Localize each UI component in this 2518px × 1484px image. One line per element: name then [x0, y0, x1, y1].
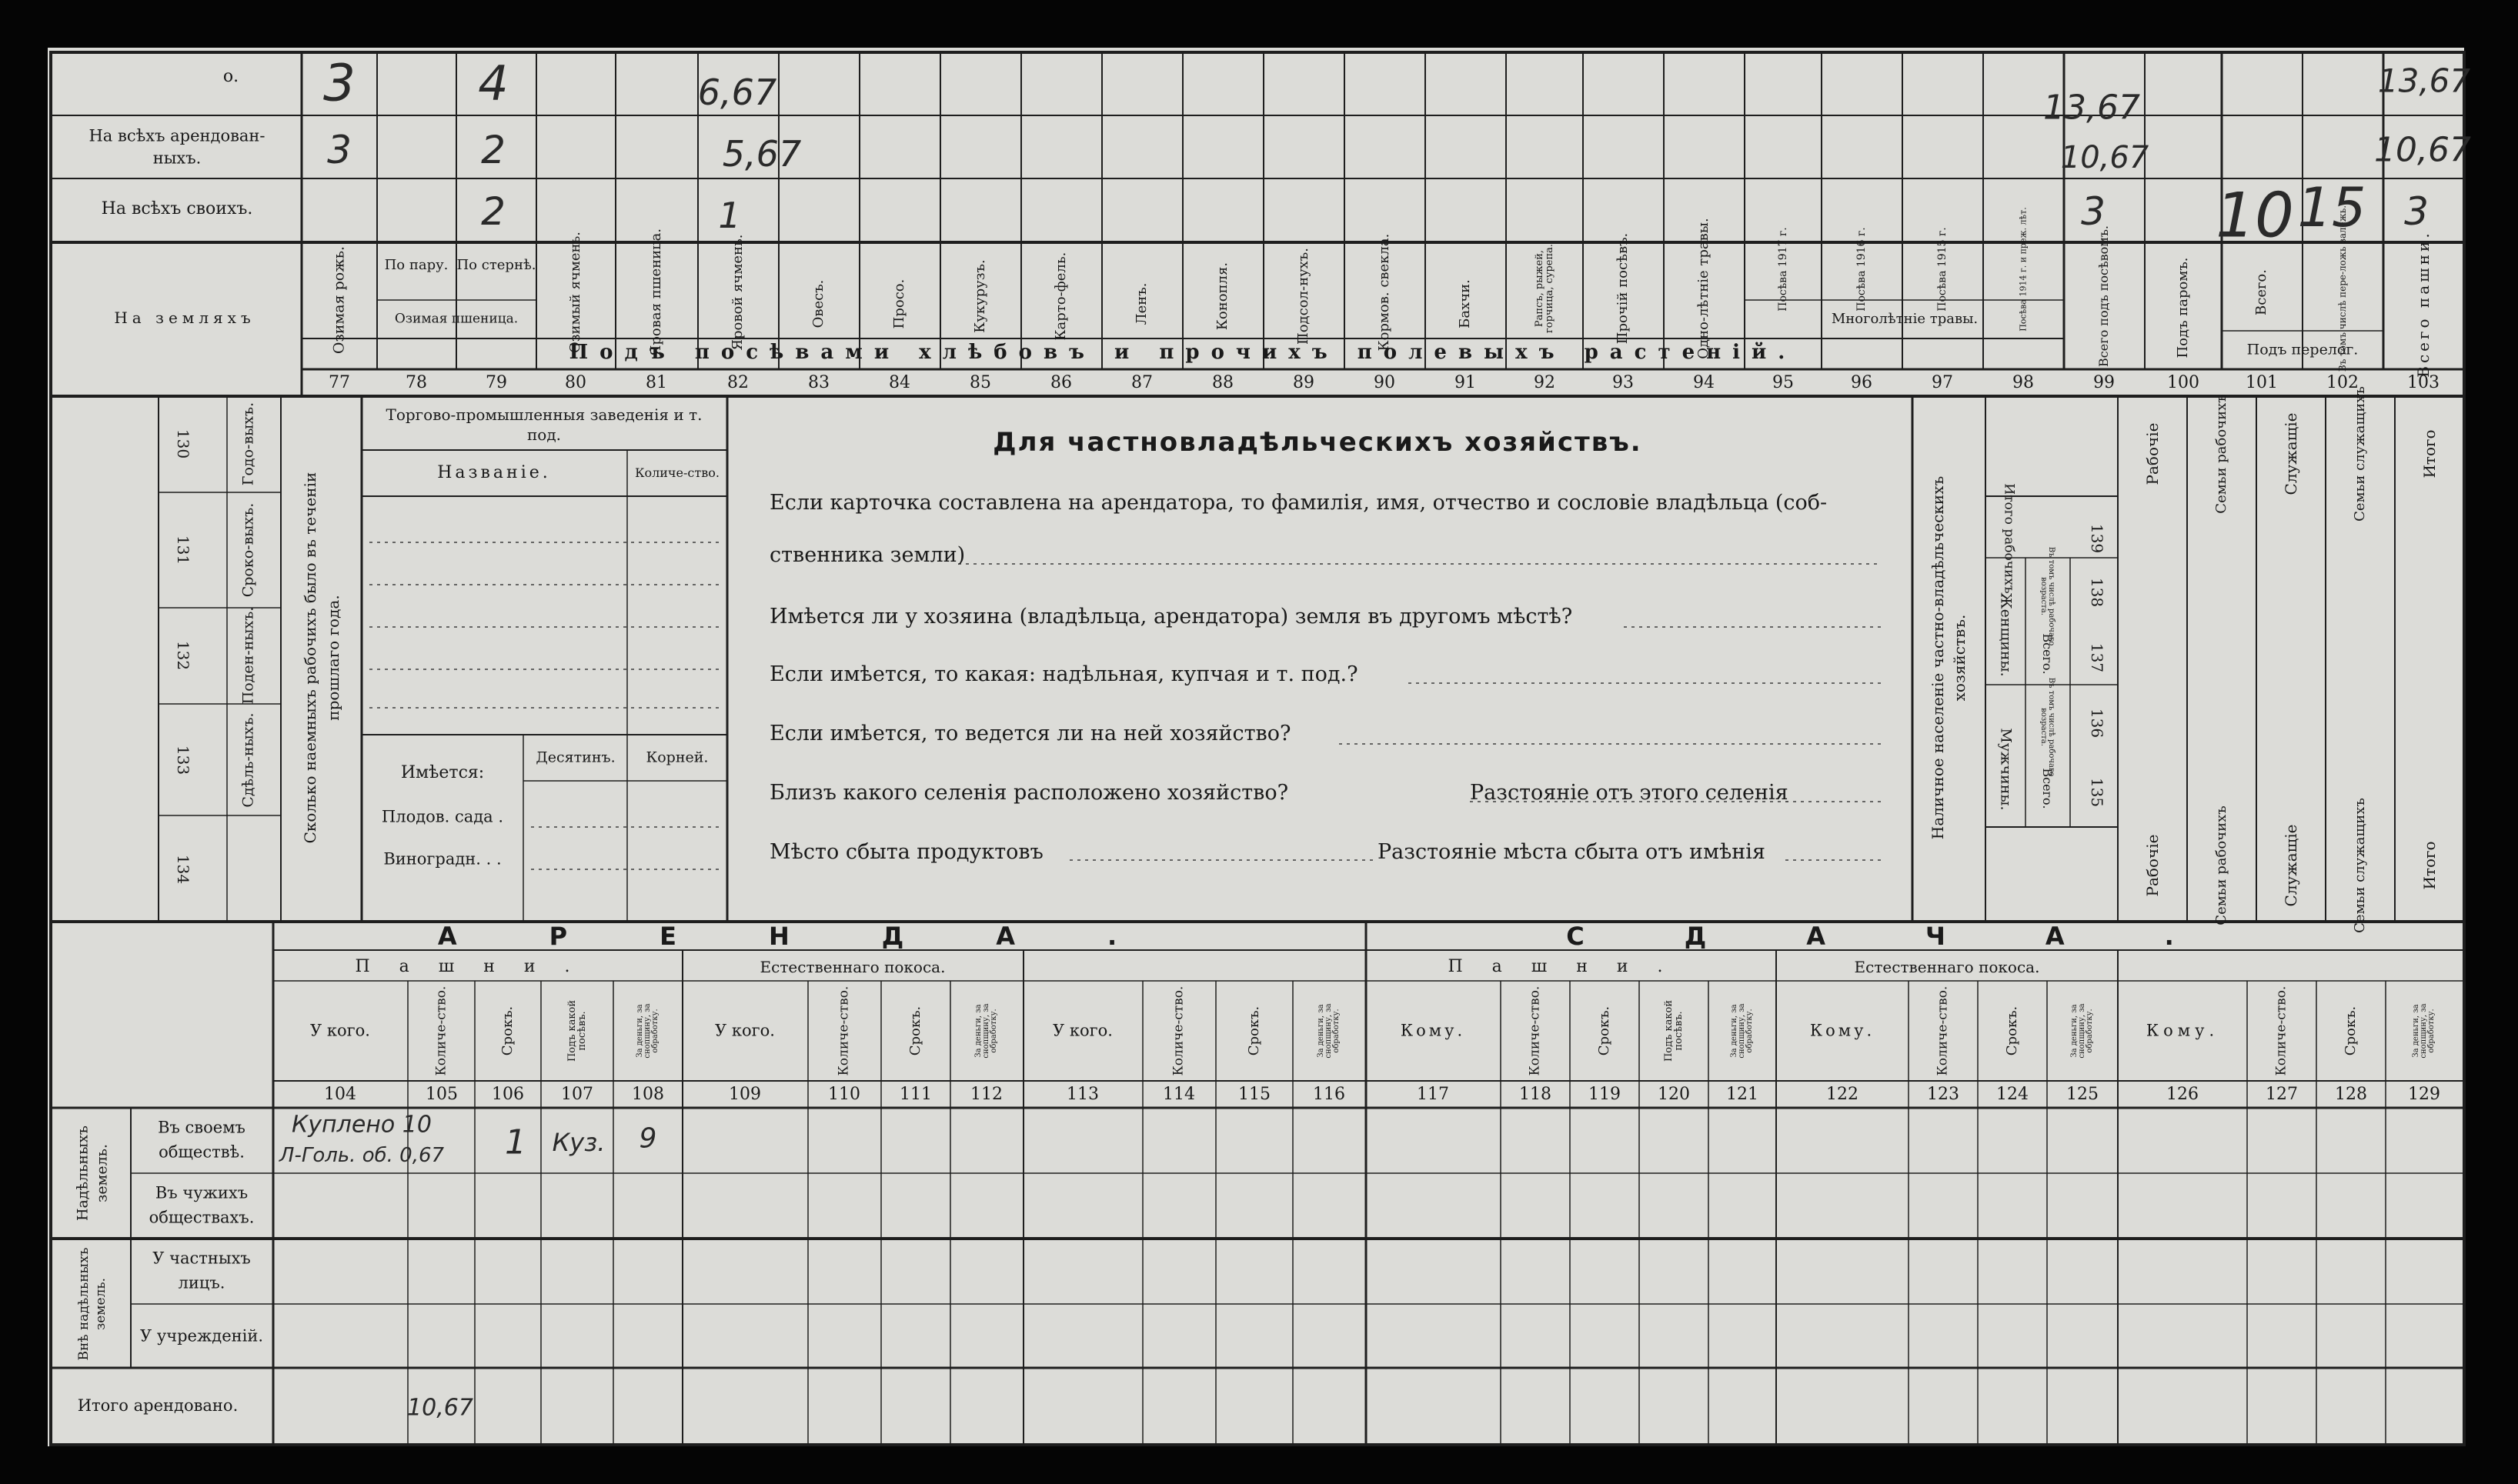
bnum-107: 107 [561, 1085, 593, 1104]
row-label-total: о. [222, 67, 239, 86]
trade-name-header: Названіе. [437, 463, 551, 482]
crop-header-93: Прочій посѣвъ. [1615, 232, 1631, 345]
pop-col-137: 137 [2088, 642, 2106, 673]
hdr-116: За деньги, за снопщину, за обработку. [1317, 1003, 1341, 1059]
col-num-86: 86 [1050, 373, 1072, 392]
col-num-96: 96 [1851, 373, 1872, 392]
bnum-119: 119 [1588, 1085, 1621, 1104]
hired-col-label-131: Сроко-выхъ. [239, 502, 257, 598]
hdr-119: Срокъ. [1596, 1005, 1612, 1056]
hw-77-r1: 3 [327, 128, 352, 172]
men-label: Мужчины. [1997, 728, 2015, 811]
row-label-own: На всѣхъ своихъ. [101, 199, 253, 218]
crop-header-100: Подъ паромъ. [2175, 257, 2191, 358]
crop-header-87: Ленъ. [1134, 282, 1150, 325]
right-col-employee-families: Семьи служащихъ [2352, 386, 2368, 522]
hw-77-r0: 3 [323, 53, 356, 113]
right-col-worker-families: Семьи рабочихъ [2213, 394, 2229, 514]
hw-r1-d: Куз. [552, 1128, 606, 1157]
crop-header-86: Карто-фель. [1053, 252, 1069, 341]
hw-79-r0: 4 [478, 55, 509, 112]
korney-header: Корней. [646, 749, 709, 766]
col-num-91: 91 [1454, 373, 1476, 392]
hdr-126: Кому. [2146, 1021, 2219, 1040]
population-vertical: Наличное населеніе частно-владѣльческихъ хозяйствъ. [1929, 475, 1969, 840]
col-num-101: 101 [2246, 373, 2278, 392]
bnum-122: 122 [1826, 1085, 1858, 1104]
women-of-which: Въ томъ числѣ рабочаго возраста. [2039, 546, 2055, 646]
col-num-92: 92 [1534, 373, 1555, 392]
hdr-109: У кого. [715, 1021, 775, 1040]
hdr-107: Подъ какой посѣвъ. [566, 999, 588, 1062]
col-num-83: 83 [808, 373, 830, 392]
hired-col-label-132: Поден-ныхъ. [239, 606, 257, 705]
hw-99-r2: 3 [2081, 189, 2106, 234]
hdr-113: У кого. [1053, 1021, 1113, 1040]
hdr-108: За деньги, за снопщину, за обработку. [636, 1003, 660, 1059]
crop-header-77: Озимая рожь. [330, 245, 348, 355]
crop-header-97: Посѣва 1915 г. [1936, 227, 1949, 312]
hired-col-num-134: 134 [174, 854, 192, 885]
arenda-pashni: Пашни. [355, 957, 599, 976]
bnum-129: 129 [2408, 1085, 2440, 1104]
right-col-workers-b: Рабочіе [2143, 834, 2162, 897]
hw-102: 15 [2297, 176, 2366, 239]
crop-header-88: Конопля. [1214, 262, 1231, 331]
bnum-114: 114 [1163, 1085, 1195, 1104]
hdr-125: За деньги, за снопщину, за обработку. [2070, 1003, 2094, 1059]
sdacha-title: СДАЧА. [1566, 922, 2274, 951]
crop-header-98: Посѣва 1914 г. и преж. лѣт. [2018, 207, 2029, 332]
crop-header-83: Овесъ. [810, 279, 827, 328]
right-col-employee-families-b: Семьи служащихъ [2352, 798, 2368, 933]
bnum-112: 112 [970, 1085, 1003, 1104]
hired-col-label-133: Сдѣль-ныхъ. [239, 712, 257, 808]
hw-101: 10 [2216, 179, 2294, 252]
col-num-103: 103 [2407, 373, 2440, 392]
crop-header-101: Всего. [2253, 269, 2269, 315]
hdr-112: За деньги, за снопщину, за обработку. [974, 1003, 998, 1059]
bnum-108: 108 [632, 1085, 664, 1104]
col-num-90: 90 [1374, 373, 1395, 392]
crop-header-84: Просо. [891, 278, 907, 329]
bnum-120: 120 [1658, 1085, 1690, 1104]
col-num-78: 78 [406, 373, 427, 392]
row-own-society: Въ своемъ обществѣ. [158, 1118, 245, 1161]
row-group-vne: Внѣ надѣльныхъ земель. [75, 1247, 109, 1361]
right-col-employees-b: Служащіе [2282, 824, 2300, 907]
men-of-which: Въ томъ числѣ рабочаго возраста. [2039, 677, 2055, 777]
hw-103-r0: 13,67 [2377, 62, 2471, 100]
hw-r1-b: Л-Голь. об. 0,67 [279, 1144, 445, 1167]
arenda-title: АРЕНДА. [437, 922, 1210, 951]
bnum-115: 115 [1238, 1085, 1271, 1104]
pop-col-135: 135 [2088, 777, 2106, 808]
crop-header-99: Всего подъ посѣвомъ. [2096, 225, 2111, 367]
sdacha-pokos: Естественнаго покоса. [1854, 958, 2040, 976]
col-num-102: 102 [2326, 373, 2359, 392]
private-q6b: Разстояніе мѣста сбыта отъ имѣнія [1378, 840, 1765, 864]
group-perelog: Подъ перелог. [2246, 341, 2359, 358]
crop-header-96: Посѣва 1916 г. [1855, 227, 1868, 312]
pop-col-139: 139 [2088, 523, 2106, 554]
hw-total: 10,67 [407, 1394, 473, 1422]
col-num-100: 100 [2167, 373, 2199, 392]
hw-r1-e: 9 [639, 1122, 657, 1155]
hired-col-num-131: 131 [174, 535, 192, 565]
private-q6a: Мѣсто сбыта продуктовъ [770, 840, 1044, 864]
bnum-124: 124 [1996, 1085, 2029, 1104]
crop-header-80: Озимый ячмень. [567, 231, 583, 354]
col-num-99: 99 [2093, 373, 2115, 392]
hw-99-r1: 10,67 [2060, 140, 2149, 175]
row-group-nadel: Надѣльныхъ земель. [74, 1125, 110, 1222]
crop-header-103: Всего пашни. [2414, 230, 2433, 378]
col-num-79: 79 [486, 373, 507, 392]
col-num-84: 84 [889, 373, 910, 392]
private-q2: Имѣется ли у хозяина (владѣльца, арендатора) земля въ другомъ мѣстѣ? [770, 605, 1573, 629]
hired-col-num-132: 132 [174, 640, 192, 671]
right-col-workers: Рабочіе [2143, 422, 2162, 485]
men-total: Всего. [2040, 768, 2055, 809]
hdr-117: Кому. [1400, 1021, 1466, 1040]
col-num-80: 80 [565, 373, 586, 392]
total-workers-label: Итого рабочихъ [2001, 483, 2017, 594]
trade-qty-header: Количе-ство. [635, 465, 720, 480]
hw-r1-a: Куплено 10 [292, 1111, 432, 1139]
pop-col-138: 138 [2088, 577, 2106, 608]
sdacha-pashni: Пашни. [1448, 957, 1692, 976]
trade-title: Торгово-промышленныя заведенія и т. под. [386, 405, 703, 444]
right-col-total: Итого [2420, 429, 2439, 479]
col-num-87: 87 [1131, 373, 1153, 392]
hdr-114: Количе-ство. [1171, 985, 1187, 1076]
col-num-88: 88 [1212, 373, 1234, 392]
hw-79-r1: 2 [481, 128, 506, 172]
crop-header-85: Кукурузъ. [972, 259, 988, 333]
bnum-121: 121 [1726, 1085, 1758, 1104]
hw-82-r0: 6,67 [697, 72, 777, 113]
hdr-105: Количе-ство. [433, 985, 449, 1076]
private-q1b: ственника земли) [770, 543, 966, 567]
hw-r1-c: 1 [505, 1122, 526, 1162]
group-ozimaya: Озимая пшеница. [394, 311, 519, 327]
hdr-118: Количе-ство. [1527, 985, 1543, 1076]
bnum-117: 117 [1417, 1085, 1449, 1104]
crop-header-79: По стернѣ. [456, 257, 536, 273]
row-total-rented: Итого арендовано. [77, 1396, 239, 1416]
hdr-122: Кому. [1809, 1021, 1875, 1040]
right-col-total-b: Итого [2420, 841, 2439, 890]
col-num-95: 95 [1772, 373, 1794, 392]
arenda-pokos: Естественнаго покоса. [760, 958, 946, 976]
hdr-123: Количе-ство. [1935, 985, 1951, 1076]
bnum-111: 111 [900, 1085, 932, 1104]
row-label-rented: На всѣхъ арендован- ныхъ. [88, 126, 265, 168]
hw-79-r2: 2 [481, 189, 506, 234]
hdr-120: Подъ какой посѣвъ. [1663, 999, 1685, 1062]
col-num-85: 85 [970, 373, 991, 392]
bnum-105: 105 [426, 1085, 458, 1104]
women-label: Женщины. [1997, 592, 2015, 677]
bnum-109: 109 [729, 1085, 761, 1104]
row-private-persons: У частныхъ лицъ. [152, 1249, 251, 1292]
bnum-106: 106 [492, 1085, 524, 1104]
bnum-125: 125 [2066, 1085, 2099, 1104]
private-title: Для частновладѣльческихъ хозяйствъ. [993, 427, 1642, 458]
hdr-115: Срокъ. [1246, 1005, 1262, 1056]
hw-99-r0: 13,67 [2043, 88, 2140, 128]
right-col-worker-families-b: Семьи рабочихъ [2213, 805, 2229, 925]
col-num-97: 97 [1932, 373, 1953, 392]
crop-header-82: Яровой ячмень. [730, 234, 746, 351]
bnum-110: 110 [828, 1085, 860, 1104]
hdr-106: Срокъ. [499, 1005, 516, 1056]
hdr-124: Срокъ. [2004, 1005, 2020, 1056]
hired-vertical-label: Сколько наемныхъ рабочихъ было въ теченіи прошлаго года. [301, 472, 342, 844]
women-total: Всего. [2040, 633, 2055, 675]
bnum-104: 104 [324, 1085, 356, 1104]
hdr-110: Количе-ство. [836, 985, 852, 1076]
hdr-121: За деньги, за снопщину, за обработку. [1730, 1003, 1754, 1059]
crop-header-102: Въ томъ числѣ пере-ложь залежь. [2337, 205, 2348, 372]
desyatin-header: Десятинъ. [536, 749, 616, 766]
hw-103-r2: 3 [2404, 189, 2429, 234]
hdr-128: Срокъ. [2343, 1005, 2359, 1056]
crop-header-95: Посѣва 1917 г. [1777, 227, 1789, 312]
bnum-113: 113 [1067, 1085, 1099, 1104]
crop-header-92: Рапсъ, рыжей, горчица, сурепа. [1534, 243, 1555, 334]
hired-col-num-130: 130 [174, 429, 192, 459]
hired-col-label-130: Годо-выхъ. [239, 402, 257, 486]
row-other-societies: Въ чужихъ обществахъ. [149, 1183, 255, 1226]
hw-82-r2: 1 [718, 195, 741, 236]
pop-col-136: 136 [2088, 708, 2106, 739]
crop-header-89: Подсол-нухъ. [1295, 248, 1311, 345]
hw-82-r1: 5,67 [722, 133, 802, 175]
crop-header-94: Одно-лѣтніе травы. [1695, 218, 1712, 359]
col-num-94: 94 [1693, 373, 1715, 392]
row-label-lands: На земляхъ [114, 308, 255, 327]
hdr-104: У кого. [310, 1021, 370, 1040]
col-num-89: 89 [1293, 373, 1314, 392]
col-num-82: 82 [727, 373, 749, 392]
row-institutions: У учрежденій. [139, 1326, 264, 1346]
private-q5b: Разстояніе отъ этого селенія [1470, 781, 1788, 805]
right-col-employees: Служащіе [2282, 412, 2300, 495]
has-label: Имѣется: [400, 763, 485, 782]
col-num-81: 81 [646, 373, 667, 392]
col-num-93: 93 [1612, 373, 1634, 392]
bnum-123: 123 [1927, 1085, 1959, 1104]
crop-header-91: Бахчи. [1457, 279, 1473, 328]
crop-header-81: Яровая пшеница. [648, 228, 664, 357]
private-q3: Если имѣется, то какая: надѣльная, купчая и т. под.? [770, 662, 1358, 686]
bnum-126: 126 [2166, 1085, 2199, 1104]
bnum-116: 116 [1313, 1085, 1345, 1104]
hdr-129: За деньги, за снопщину, за обработку. [2412, 1003, 2436, 1059]
group-mnogolet: Многолѣтніе травы. [1831, 311, 1979, 327]
bnum-118: 118 [1519, 1085, 1551, 1104]
col-num-77: 77 [329, 373, 350, 392]
hired-col-num-133: 133 [174, 745, 192, 775]
bnum-128: 128 [2335, 1085, 2367, 1104]
crop-header-78: По пару. [384, 257, 449, 273]
private-q5a: Близъ какого селенія расположено хозяйство? [770, 781, 1289, 805]
crop-header-90: Кормов. свекла. [1376, 233, 1392, 352]
group-pod-posevami: Подъ посѣвами хлѣбовъ и прочихъ полевыхъ растеній. [569, 341, 1797, 364]
bnum-127: 127 [2266, 1085, 2298, 1104]
gardens-label: Плодов. сада . [381, 807, 504, 826]
hdr-111: Срокъ. [907, 1005, 923, 1056]
private-q1a: Если карточка составлена на арендатора, то фамилія, имя, отчество и сословіе владѣльца (соб- [770, 491, 1828, 515]
vineyards-label: Виноградн. . . [383, 849, 502, 869]
hw-103-r1: 10,67 [2374, 130, 2471, 170]
private-q4: Если имѣется, то ведется ли на ней хозяйство? [770, 722, 1291, 745]
hdr-127: Количе-ство. [2273, 985, 2289, 1076]
col-num-98: 98 [2012, 373, 2034, 392]
